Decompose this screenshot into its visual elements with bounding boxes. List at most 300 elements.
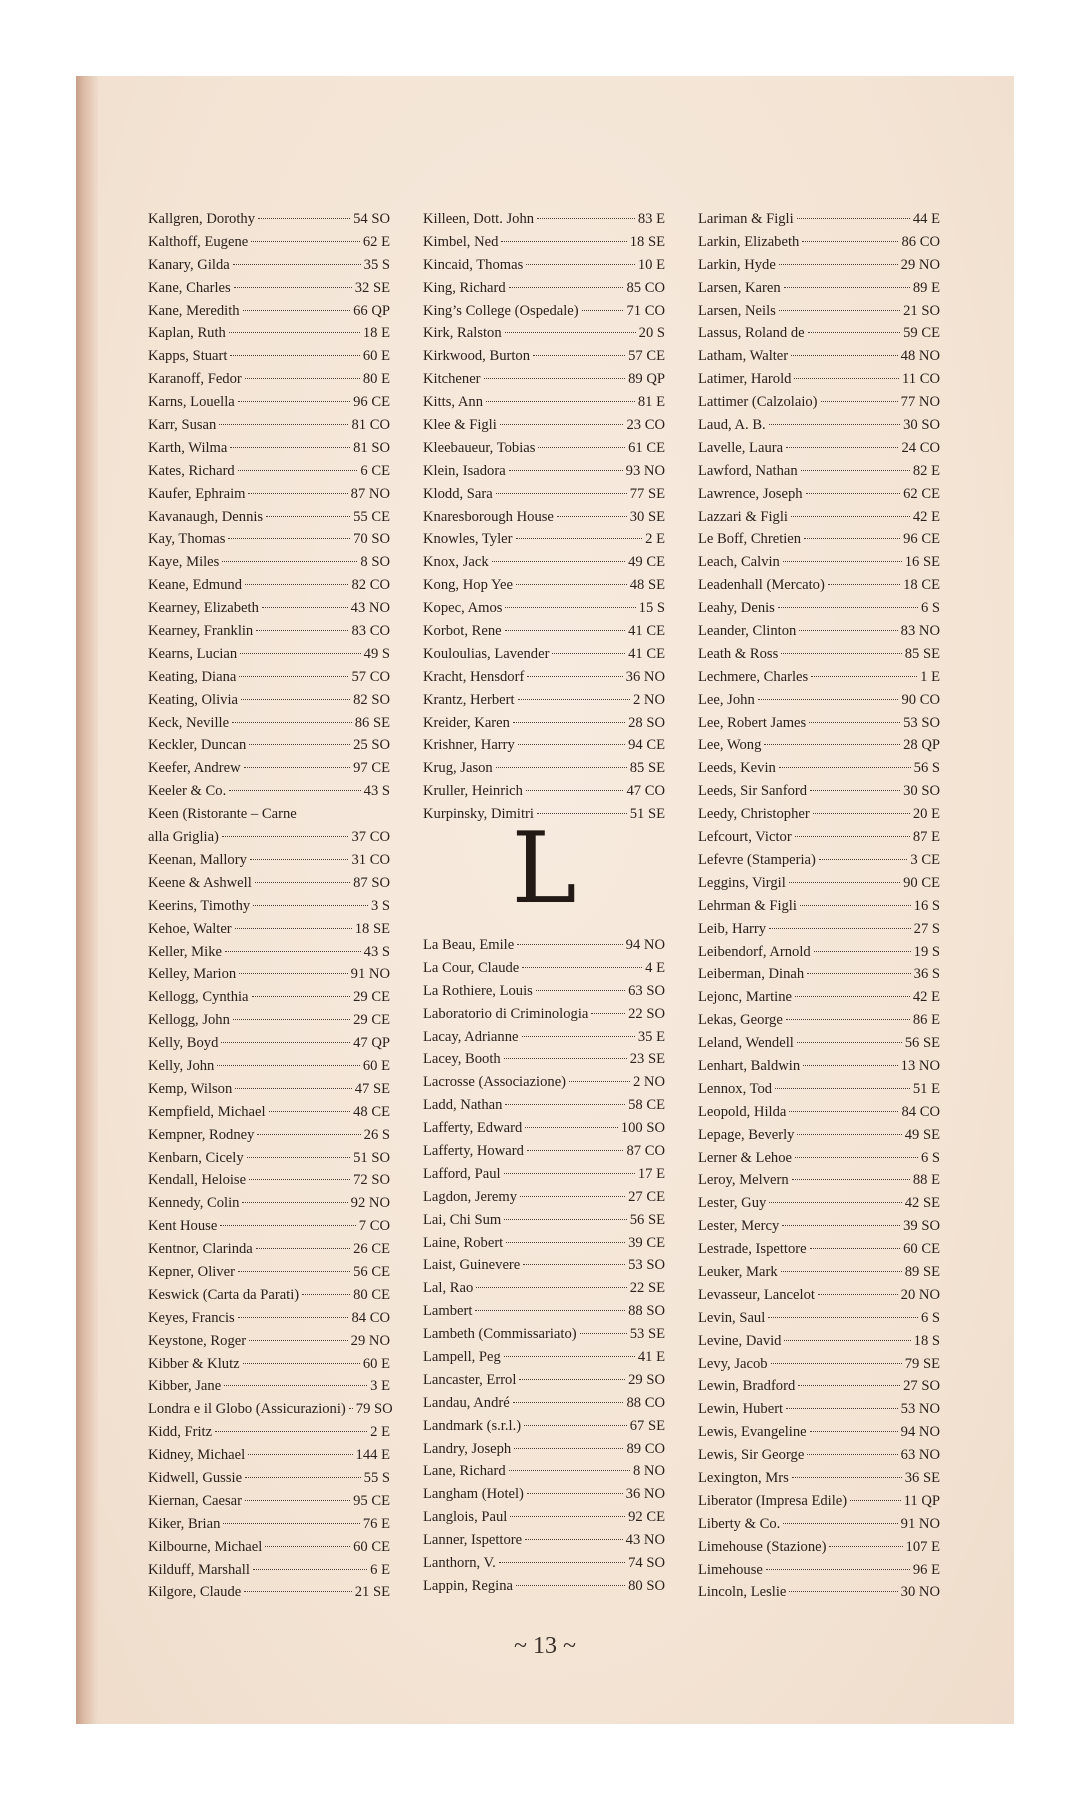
entry-reference: 26 CE: [353, 1241, 390, 1258]
index-entry: [698, 460, 940, 483]
entry-name: Landau, André: [423, 1394, 510, 1411]
entry-name: Lattimer (Calzolaio): [698, 394, 818, 411]
index-entry: [148, 506, 390, 529]
leader-dots: [520, 1196, 625, 1197]
index-entry: [148, 414, 390, 437]
leader-dots: [522, 1036, 635, 1037]
entry-reference: 89 SE: [904, 1263, 940, 1280]
entry-reference: 36 SE: [904, 1469, 940, 1486]
leader-dots: [256, 630, 348, 631]
entry-name: Lanner, Ispettore: [423, 1532, 523, 1549]
index-entry: [698, 300, 940, 323]
leader-dots: [250, 859, 349, 860]
entry-reference: 92 NO: [350, 1195, 390, 1212]
leader-dots: [582, 310, 624, 311]
index-entry: [148, 597, 390, 620]
entry-name: Larsen, Karen: [698, 279, 781, 296]
index-entry: [148, 368, 390, 391]
leader-dots: [239, 973, 347, 974]
leader-dots: [819, 859, 908, 860]
entry-reference: 37 CO: [351, 829, 390, 846]
index-entry: [148, 483, 390, 506]
index-entry: [698, 1513, 940, 1536]
entry-reference: 42 E: [912, 508, 940, 525]
entry-name: Kemp, Wilson: [148, 1080, 233, 1097]
entry-reference: 53 SE: [629, 1326, 665, 1343]
index-entry: [423, 506, 665, 529]
leader-dots: [262, 607, 348, 608]
entry-reference: 76 E: [362, 1515, 390, 1532]
entry-name: Langham (Hotel): [423, 1486, 524, 1503]
index-entry: [698, 803, 940, 826]
index-entry: [423, 643, 665, 666]
entry-name: Laud, A. B.: [698, 417, 766, 434]
entry-reference: 96 E: [912, 1561, 940, 1578]
entry-name: Lechmere, Charles: [698, 668, 809, 685]
leader-dots: [215, 1431, 367, 1432]
entry-name: Kavanaugh, Dennis: [148, 508, 264, 525]
index-entry: [423, 368, 665, 391]
entry-name: Kane, Charles: [148, 279, 231, 296]
leader-dots: [769, 1202, 901, 1203]
entry-reference: 41 E: [637, 1349, 665, 1366]
entry-name: Laboratorio di Criminologia: [423, 1005, 589, 1022]
index-entry: [423, 414, 665, 437]
entry-name: Knaresborough House: [423, 508, 554, 525]
index-entry: [698, 322, 940, 345]
leader-dots: [245, 1477, 361, 1478]
leader-dots: [506, 1242, 625, 1243]
entry-reference: 89 E: [912, 279, 940, 296]
entry-name: Keating, Olivia: [148, 691, 238, 708]
entry-reference: 29 NO: [900, 256, 940, 273]
leader-dots: [248, 493, 347, 494]
leader-dots: [496, 767, 627, 768]
entry-name: Lanthorn, V.: [423, 1555, 496, 1572]
index-entry: [148, 1284, 390, 1307]
index-entry: [698, 1398, 940, 1421]
entry-reference: 29 CE: [353, 989, 390, 1006]
leader-dots: [813, 813, 910, 814]
index-entry: [698, 895, 940, 918]
entry-reference: 29 NO: [350, 1332, 390, 1349]
entry-reference: 57 CE: [628, 348, 665, 365]
leader-dots: [791, 355, 898, 356]
index-entry: [698, 551, 940, 574]
leader-dots: [810, 790, 900, 791]
entry-reference: 89 QP: [628, 371, 665, 388]
entry-name: Leadenhall (Mercato): [698, 577, 825, 594]
entry-name: Leggins, Virgil: [698, 874, 786, 891]
leader-dots: [533, 355, 625, 356]
entry-reference: 6 CE: [360, 462, 390, 479]
entry-reference: 80 CE: [353, 1286, 390, 1303]
entry-reference: 51 SE: [629, 806, 665, 823]
index-entry: [148, 1101, 390, 1124]
entry-reference: 81 SO: [353, 439, 390, 456]
entry-reference: 27 SO: [903, 1378, 940, 1395]
entry-reference: 27 S: [913, 920, 940, 937]
entry-reference: 86 E: [912, 1012, 940, 1029]
entry-name: Leib, Harry: [698, 920, 767, 937]
entry-reference: 2 NO: [632, 691, 665, 708]
leader-dots: [222, 561, 357, 562]
leader-dots: [802, 241, 898, 242]
leader-dots: [504, 1219, 626, 1220]
index-entry: [148, 1330, 390, 1353]
leader-dots: [591, 1013, 625, 1014]
entry-reference: 49 S: [363, 645, 390, 662]
entry-reference: 21 SE: [354, 1584, 390, 1601]
leader-dots: [238, 401, 350, 402]
entry-name: Krug, Jason: [423, 760, 493, 777]
index-entry: [148, 620, 390, 643]
leader-dots: [505, 630, 625, 631]
entry-name: Lacay, Adrianne: [423, 1028, 519, 1045]
index-entry: [423, 780, 665, 803]
entry-name: Leahy, Denis: [698, 600, 775, 617]
entry-reference: 60 E: [362, 348, 390, 365]
entry-name: Killeen, Dott. John: [423, 211, 535, 227]
leader-dots: [505, 332, 636, 333]
index-entry: [148, 941, 390, 964]
entry-reference: 60 CE: [353, 1538, 390, 1555]
entry-reference: 79 SE: [904, 1355, 940, 1372]
leader-dots: [799, 630, 897, 631]
leader-dots: [795, 836, 910, 837]
entry-reference: 36 NO: [625, 1486, 665, 1503]
leader-dots: [245, 1500, 350, 1501]
index-entry: [148, 780, 390, 803]
index-column-3: [698, 208, 940, 1604]
leader-dots: [500, 424, 624, 425]
leader-dots: [771, 1363, 902, 1364]
entry-name: Kendall, Heloise: [148, 1172, 247, 1189]
index-entry: [148, 1124, 390, 1147]
entry-reference: 7 CO: [358, 1218, 390, 1235]
entry-reference: 8 NO: [632, 1463, 665, 1480]
entry-name: Kepner, Oliver: [148, 1263, 235, 1280]
index-entry: [698, 1330, 940, 1353]
entry-name: Leeds, Sir Sanford: [698, 783, 808, 800]
index-entry: [423, 1232, 665, 1255]
index-entry: [423, 757, 665, 780]
index-entry: [698, 1353, 940, 1376]
leader-dots: [786, 1408, 898, 1409]
entry-reference: 144 E: [355, 1447, 390, 1464]
index-entry: [698, 391, 940, 414]
entry-name: Kentnor, Clarinda: [148, 1241, 253, 1258]
section-letter: L: [511, 812, 577, 926]
entry-reference: 72 SO: [353, 1172, 390, 1189]
index-entry: [423, 620, 665, 643]
leader-dots: [501, 241, 626, 242]
entry-name: King’s College (Ospedale): [423, 302, 579, 319]
entry-name: Lane, Richard: [423, 1463, 506, 1480]
entry-reference: 10 E: [637, 256, 665, 273]
index-entry: [698, 689, 940, 712]
index-entry: [423, 1323, 665, 1346]
entry-reference: 3 S: [370, 897, 390, 914]
entry-name: Kidney, Michael: [148, 1447, 246, 1464]
entry-name: Karr, Susan: [148, 417, 217, 434]
entry-reference: 90 CO: [901, 691, 940, 708]
entry-reference: 80 SO: [628, 1577, 665, 1594]
index-entry: [423, 1254, 665, 1277]
leader-dots: [810, 1248, 901, 1249]
index-entry: [423, 460, 665, 483]
entry-reference: 60 E: [362, 1057, 390, 1074]
entry-name: Kracht, Hensdorf: [423, 668, 525, 685]
entry-name: Kilduff, Marshall: [148, 1561, 250, 1578]
entry-reference: 60 CE: [903, 1241, 940, 1258]
entry-reference: 3 E: [370, 1378, 390, 1395]
entry-reference: 18 SE: [629, 233, 665, 250]
leader-dots: [779, 310, 900, 311]
leader-dots: [513, 722, 625, 723]
leader-dots: [221, 1042, 350, 1043]
entry-name: Keller, Mike: [148, 943, 222, 960]
index-entry: [423, 1163, 665, 1186]
entry-name: Kopec, Amos: [423, 600, 503, 617]
leader-dots: [249, 744, 350, 745]
index-entry: [698, 1444, 940, 1467]
leader-dots: [242, 1202, 347, 1203]
entry-name: Leander, Clinton: [698, 623, 797, 640]
entry-reference: 95 CE: [353, 1492, 390, 1509]
entry-name: Lambert: [423, 1303, 473, 1320]
index-entry: [148, 1307, 390, 1330]
index-entry: [423, 597, 665, 620]
entry-reference: 18 CE: [903, 577, 940, 594]
entry-reference: 49 SE: [904, 1126, 940, 1143]
index-entry: [423, 957, 665, 980]
leader-dots: [522, 967, 642, 968]
entry-name: Lal, Rao: [423, 1280, 474, 1297]
entry-name: Leuker, Mark: [698, 1263, 778, 1280]
leader-dots: [223, 1523, 359, 1524]
entry-name: Lenhart, Baldwin: [698, 1057, 801, 1074]
directory-page: [76, 76, 1014, 1724]
leader-dots: [764, 744, 900, 745]
leader-dots: [504, 1356, 635, 1357]
entry-name: Lefcourt, Victor: [698, 829, 792, 846]
leader-dots: [232, 722, 352, 723]
leader-dots: [527, 1493, 623, 1494]
leader-dots: [778, 607, 918, 608]
entry-reference: 36 S: [913, 966, 940, 983]
leader-dots: [519, 1379, 625, 1380]
entry-reference: 42 SE: [904, 1195, 940, 1212]
entry-reference: 85 CO: [626, 279, 665, 296]
index-entry: [148, 1009, 390, 1032]
entry-reference: 54 SO: [353, 211, 390, 227]
entry-reference: 107 E: [905, 1538, 940, 1555]
index-entry: [423, 208, 665, 231]
entry-reference: 88 CO: [626, 1394, 665, 1411]
leader-dots: [783, 1523, 897, 1524]
index-entry: [698, 277, 940, 300]
entry-reference: 67 SE: [629, 1417, 665, 1434]
entry-reference: 18 SE: [354, 920, 390, 937]
leader-dots: [795, 996, 910, 997]
leader-dots: [241, 699, 350, 700]
entry-name: Lee, Robert James: [698, 714, 807, 731]
entry-reference: 48 SE: [629, 577, 665, 594]
entry-name: Kaye, Miles: [148, 554, 220, 571]
leader-dots: [798, 1385, 900, 1386]
leader-dots: [516, 538, 643, 539]
index-entry: [698, 1421, 940, 1444]
entry-reference: 20 S: [638, 325, 665, 342]
entry-reference: 96 CE: [353, 394, 390, 411]
entry-reference: 51 SO: [353, 1149, 390, 1166]
entry-reference: 16 SE: [904, 554, 940, 571]
entry-reference: 1 E: [920, 668, 940, 685]
entry-name: Keating, Diana: [148, 668, 237, 685]
entry-reference: 81 CO: [351, 417, 390, 434]
leader-dots: [783, 561, 902, 562]
index-entry: [698, 1559, 940, 1582]
index-entry: [423, 1552, 665, 1575]
entry-name: Lappin, Regina: [423, 1577, 513, 1594]
index-entry: [698, 1078, 940, 1101]
entry-name: Keystone, Roger: [148, 1332, 247, 1349]
leader-dots: [484, 378, 626, 379]
entry-name: Ladd, Nathan: [423, 1097, 503, 1114]
entry-name: Klodd, Sara: [423, 485, 493, 502]
entry-reference: 32 SE: [354, 279, 390, 296]
leader-dots: [240, 653, 360, 654]
entry-reference: 2 E: [645, 531, 665, 548]
index-entry: [148, 528, 390, 551]
index-entry: [698, 528, 940, 551]
leader-dots: [811, 676, 917, 677]
index-entry: [148, 1147, 390, 1170]
index-entry: [148, 1353, 390, 1376]
index-entry: [148, 712, 390, 735]
leader-dots: [518, 699, 630, 700]
entry-name: Larkin, Hyde: [698, 256, 776, 273]
entry-name: Kanary, Gilda: [148, 256, 230, 273]
index-column-2-top: [423, 208, 665, 826]
entry-reference: 87 SO: [353, 874, 390, 891]
entry-reference: 53 NO: [900, 1401, 940, 1418]
index-entry: [698, 734, 940, 757]
leader-dots: [486, 401, 635, 402]
entry-reference: 49 CE: [628, 554, 665, 571]
index-entry: [698, 1581, 940, 1604]
entry-reference: 17 E: [637, 1165, 665, 1182]
index-entry: [698, 620, 940, 643]
entry-reference: 22 SO: [628, 1005, 665, 1022]
entry-name: Lambeth (Commissariato): [423, 1326, 577, 1343]
entry-reference: 94 NO: [625, 937, 665, 953]
entry-reference: 90 CE: [903, 874, 940, 891]
entry-reference: 55 CE: [353, 508, 390, 525]
index-entry: [698, 712, 940, 735]
index-entry: [423, 551, 665, 574]
leader-dots: [775, 1088, 910, 1089]
entry-reference: 16 S: [913, 897, 940, 914]
entry-reference: 94 NO: [900, 1424, 940, 1441]
index-entry: [148, 1444, 390, 1467]
entry-name: Keerins, Timothy: [148, 897, 251, 914]
index-entry: [148, 872, 390, 895]
entry-reference: 79 SO: [355, 1401, 393, 1418]
leader-dots: [243, 1363, 360, 1364]
entry-name: Landry, Joseph: [423, 1440, 512, 1457]
entry-name: Leroy, Melvern: [698, 1172, 789, 1189]
entry-reference: 74 SO: [628, 1555, 665, 1572]
leader-dots: [302, 1294, 350, 1295]
entry-reference: 87 NO: [350, 485, 390, 502]
entry-reference: 3 CE: [910, 851, 940, 868]
index-entry: [698, 757, 940, 780]
entry-reference: 11 QP: [903, 1492, 940, 1509]
entry-name: Keckler, Duncan: [148, 737, 247, 754]
entry-name: Kellogg, Cynthia: [148, 989, 249, 1006]
entry-name: Leopold, Hilda: [698, 1103, 787, 1120]
index-entry: [148, 826, 390, 849]
index-entry: [423, 300, 665, 323]
entry-name: Kreider, Karen: [423, 714, 510, 731]
index-entry: [698, 345, 940, 368]
entry-name: Laine, Robert: [423, 1234, 504, 1251]
leader-dots: [795, 1157, 918, 1158]
leader-dots: [510, 1516, 625, 1517]
index-entry: [148, 254, 390, 277]
entry-name: Kibber, Jane: [148, 1378, 222, 1395]
entry-reference: 21 SO: [903, 302, 940, 319]
index-entry: [698, 1124, 940, 1147]
leader-dots: [249, 1179, 350, 1180]
leader-dots: [251, 241, 360, 242]
leader-dots: [803, 1065, 898, 1066]
entry-name: Kidwell, Gussie: [148, 1469, 243, 1486]
leader-dots: [253, 905, 368, 906]
entry-reference: 25 SO: [353, 737, 390, 754]
index-entry: [148, 1490, 390, 1513]
leader-dots: [265, 1546, 350, 1547]
index-entry: [423, 483, 665, 506]
leader-dots: [256, 1248, 350, 1249]
index-column-1: [148, 208, 393, 1604]
index-entry: [148, 1581, 390, 1604]
index-entry: [423, 1094, 665, 1117]
entry-name: Liberty & Co.: [698, 1515, 781, 1532]
entry-reference: 28 SO: [628, 714, 665, 731]
index-entry: [698, 1192, 940, 1215]
leader-dots: [258, 218, 350, 219]
entry-name: Kirk, Ralston: [423, 325, 502, 342]
entry-name: Keck, Neville: [148, 714, 230, 731]
index-entry: [698, 368, 940, 391]
index-entry: [148, 1215, 390, 1238]
index-entry: [423, 689, 665, 712]
entry-reference: 88 SO: [628, 1303, 665, 1320]
entry-reference: 27 CE: [628, 1188, 665, 1205]
leader-dots: [229, 332, 360, 333]
entry-reference: 83 NO: [900, 623, 940, 640]
entry-name: Keen (Ristorante – Carne: [148, 806, 297, 823]
index-entry: [148, 1421, 390, 1444]
entry-reference: 18 S: [913, 1332, 940, 1349]
entry-reference: 82 E: [912, 462, 940, 479]
index-entry: [148, 918, 390, 941]
index-entry: [423, 1003, 665, 1026]
entry-name: Lai, Chi Sum: [423, 1211, 502, 1228]
